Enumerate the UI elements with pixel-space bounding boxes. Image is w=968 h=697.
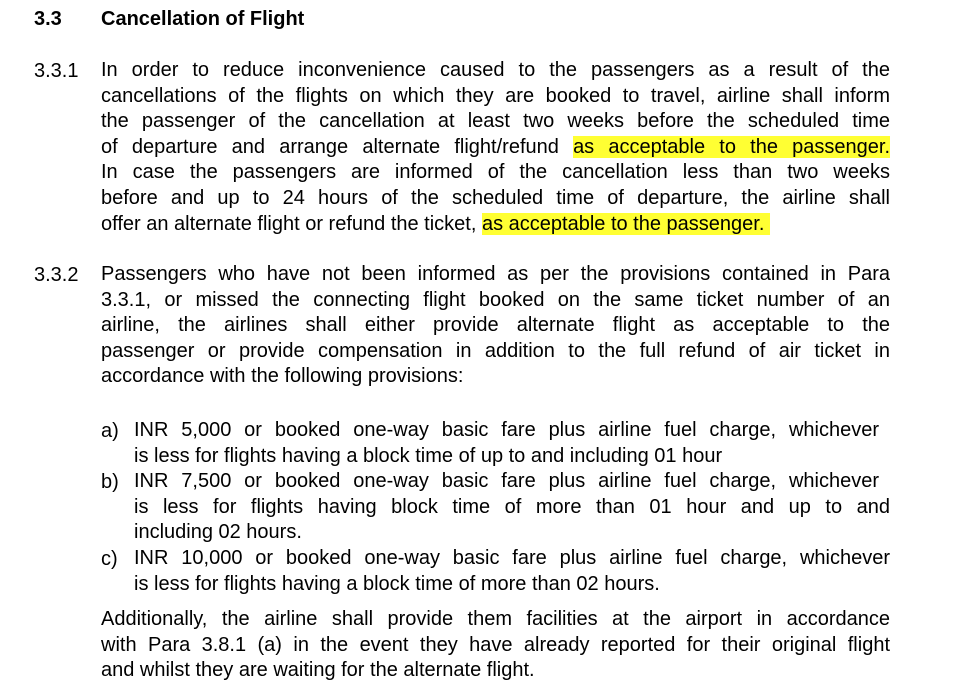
provision-b-body — [134, 469, 890, 546]
para-3-3-2-body — [101, 262, 890, 390]
additional-line: with Para 3.8.1 (a) in the event they have already reported for their original flight — [101, 633, 890, 656]
para-3-3-1-line: before and up to 24 hours of the scheduled time of departure, the airline shall — [101, 186, 890, 209]
para-3-3-2-number: 3.3.2 — [34, 264, 79, 286]
highlighted-text: as acceptable to the passenger. — [573, 135, 890, 158]
para-3-3-2-line: Passengers who have not been informed as per the provisions contained in Para — [101, 263, 890, 285]
para-3-3-2-line: airline, the airlines shall either provide alternate flight as acceptable to the — [101, 314, 890, 337]
para-3-3-2-line: accordance with the following provisions: — [101, 365, 464, 388]
para-3-3-1-number: 3.3.1 — [34, 60, 79, 82]
provision-b-marker: b) — [101, 471, 119, 493]
provision-c-marker: c) — [101, 548, 118, 570]
provision-line: INR 7,500 or booked one-way basic fare plus airline fuel charge, whichever — [134, 470, 879, 492]
section-title: Cancellation of Flight — [101, 8, 305, 30]
provision-line: is less for flights having a block time of more than 02 hours. — [134, 572, 660, 595]
provision-line: including 02 hours. — [134, 521, 302, 544]
provision-a-marker: a) — [101, 420, 119, 442]
para-3-3-1-line: cancellations of the flights on which they are booked to travel, airline shall inform — [101, 84, 890, 107]
para-3-3-1-body — [101, 58, 890, 237]
additional-paragraph — [101, 607, 890, 684]
para-3-3-1-line: In order to reduce inconvenience caused to the passengers as a result of the — [101, 59, 890, 81]
para-3-3-2-line: passenger or provide compensation in addition to the full refund of air ticket in — [101, 339, 890, 362]
additional-line: Additionally, the airline shall provide them facilities at the airport in accordance — [101, 608, 890, 630]
para-3-3-1-line-with-highlight — [101, 135, 890, 161]
para-3-3-2-line: 3.3.1, or missed the connecting flight booked on the same ticket number of an — [101, 288, 890, 311]
para-3-3-1-line-text: of departure and arrange alternate flight/refund — [101, 135, 574, 158]
provision-a-body — [134, 418, 879, 469]
provision-line: is less for flights having block time of more than 01 hour and up to and — [134, 495, 890, 518]
provision-line: is less for flights having a block time of up to and including 01 hour — [134, 444, 723, 467]
para-3-3-1-line: the passenger of the cancellation at least two weeks before the scheduled time — [101, 110, 890, 133]
section-number: 3.3 — [34, 8, 62, 30]
provision-c-body — [134, 546, 890, 597]
para-3-3-1-line-with-highlight — [101, 212, 890, 238]
provision-line: INR 10,000 or booked one-way basic fare plus airline fuel charge, whichever — [134, 547, 890, 569]
para-3-3-1-line: In case the passengers are informed of the cancellation less than two weeks — [101, 161, 890, 184]
highlighted-text: as acceptable to the passenger. — [481, 212, 770, 235]
additional-line: and whilst they are waiting for the alternate flight. — [101, 659, 535, 682]
para-3-3-1-line-text: offer an alternate flight or refund the ticket, — [101, 212, 482, 235]
provision-line: INR 5,000 or booked one-way basic fare plus airline fuel charge, whichever — [134, 419, 879, 441]
